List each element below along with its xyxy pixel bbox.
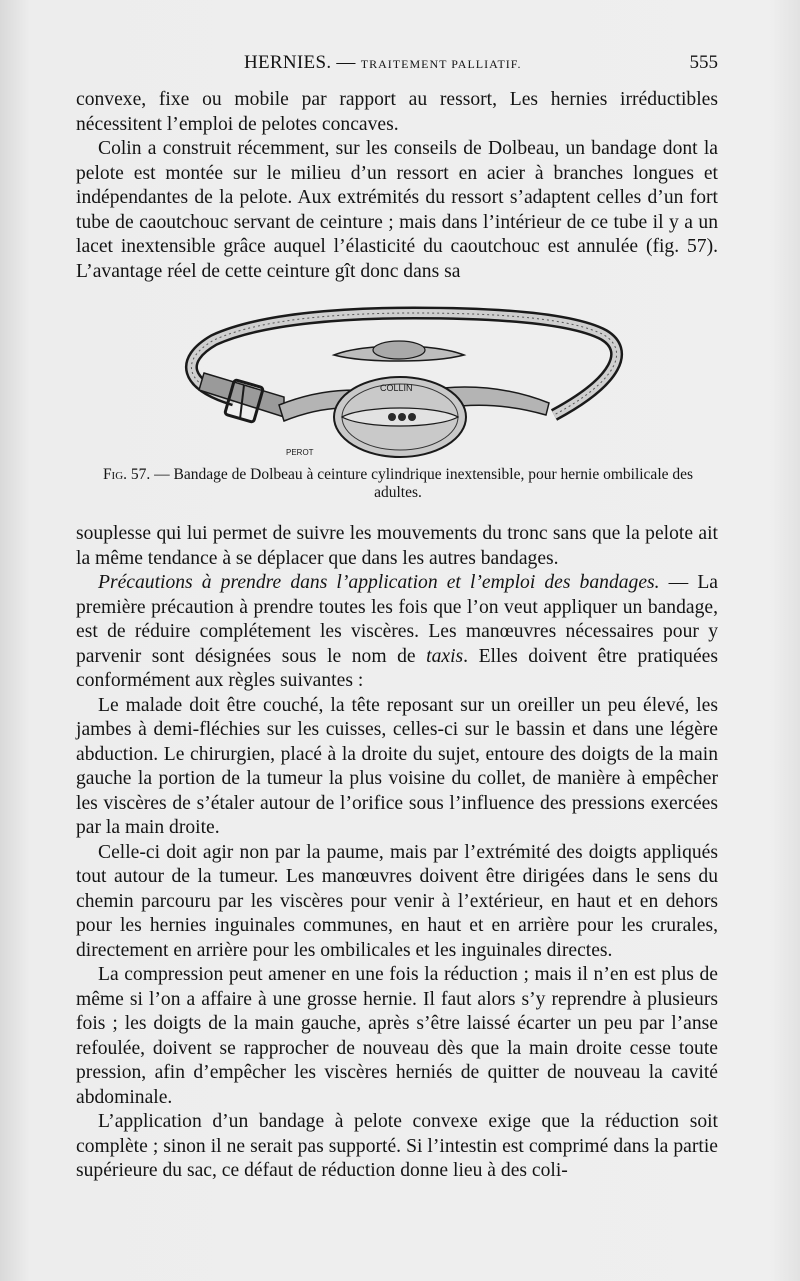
precautions-text: La première précaution à prendre toutes les fois que l’on veut appliquer un bandage, est de réduire complétement les viscères. Les manœuvres nécessaires pour y parvenir sont désignées sous le nom de — [76, 572, 719, 667]
running-head-dash: — — [331, 52, 361, 73]
body-text-top — [76, 88, 718, 284]
spring-knob — [373, 341, 425, 359]
paragraph: Colin a construit récemment, sur les conseils de Dolbeau, un bandage dont la pelote est montée sur le milieu d’un ressort en acier à branches longues et indépendantes de la pelote. Aux extrémités du ressort s’adaptent celles d’un fort tube de caoutchouc servant de ceinture ; mais dans l’intérieur de ce tube il y a un lacet inextensible grâce auquel l’élasticité du caoutchouc est annulée (fig. 57). L’avantage réel de cette ceinture gît donc dans sa — [76, 138, 718, 282]
caption-figure-number: Fig. 57. — [102, 466, 151, 483]
pad-screw — [388, 413, 396, 421]
term-taxis: taxis — [426, 645, 464, 667]
paragraph: La compression peut amener en une fois la réduction ; mais il n’en est plus de même si l’on a affaire à une grosse hernie. Il faut alors s’y reprendre à plusieurs fois ; les doigts de la main gauche, après s’être laissé écarter un peu par l’anse refoulée, doivent se rapprocher de nouveau dès que la main droite cesse toute pression, afin d’empêcher les viscères herniés de quitter de nouveau la cavité abdominale. — [76, 964, 718, 1108]
running-head-main: HERNIES. — [244, 52, 332, 73]
paragraph: Celle-ci doit agir non par la paume, mais par l’extrémité des doigts appliqués tout autour de la tumeur. Les manœuvres doivent être dirigées dans le sens du chemin parcouru par les viscères pour venir à l’extérieur, en haut et en dehors pour les hernies inguinales communes, en haut et en arrière pour les crurales, directement en arrière pour les ombilicales et les inguinales directes. — [76, 841, 718, 961]
paragraph: Le malade doit être couché, la tête reposant sur un oreiller un peu élevé, les jambes à demi-fléchies sur les cuisses, celles-ci sur le bassin et dans une légère abduction. Le chirurgien, placé à la droite du sujet, entoure des doigts de la main gauche la portion de la tumeur la plus voisine du collet, de manière à empêcher les viscères de s’étaler autour de l’orifice sous l’influence des pressions exercées par la main droite. — [76, 694, 718, 838]
caption-text: — Bandage de Dolbeau à ceinture cylindrique inextensible, pour hernie ombilicale des adultes. — [150, 466, 694, 501]
paragraph: souplesse qui lui permet de suivre les mouvements du tronc sans que la pelote ait la même tendance à se déplacer que dans les autres bandages. — [76, 523, 718, 569]
running-head-sub: TRAITEMENT PALLIATIF. — [360, 57, 522, 71]
running-head — [244, 52, 522, 74]
figure-bandage-illustration — [174, 305, 624, 465]
paragraph: convexe, fixe ou mobile par rapport au ressort, Les hernies irréductibles nécessitent l’emploi de pelotes concaves. — [76, 89, 718, 135]
pad-label: COLLIN — [380, 383, 413, 393]
heading-dash: — — [659, 572, 698, 593]
maker-label: PEROT — [286, 448, 314, 457]
section-heading: Précautions à prendre dans l’application et l’emploi des bandages. — [98, 572, 660, 593]
page-number: 555 — [689, 52, 718, 73]
figure-caption — [98, 466, 698, 502]
precautions-text-end: . Elles doivent être pratiquées conformément aux règles suivantes : — [76, 645, 719, 691]
body-text-bottom — [76, 522, 718, 1184]
paragraph: L’application d’un bandage à pelote convexe exige que la réduction soit complète ; sinon il ne serait pas supporté. Si l’intestin est comprimé dans la partie supérieure du sac, ce défaut de réduction donne lieu à des coli- — [76, 1111, 718, 1181]
running-header — [76, 52, 718, 82]
paragraph-precautions — [76, 571, 718, 694]
